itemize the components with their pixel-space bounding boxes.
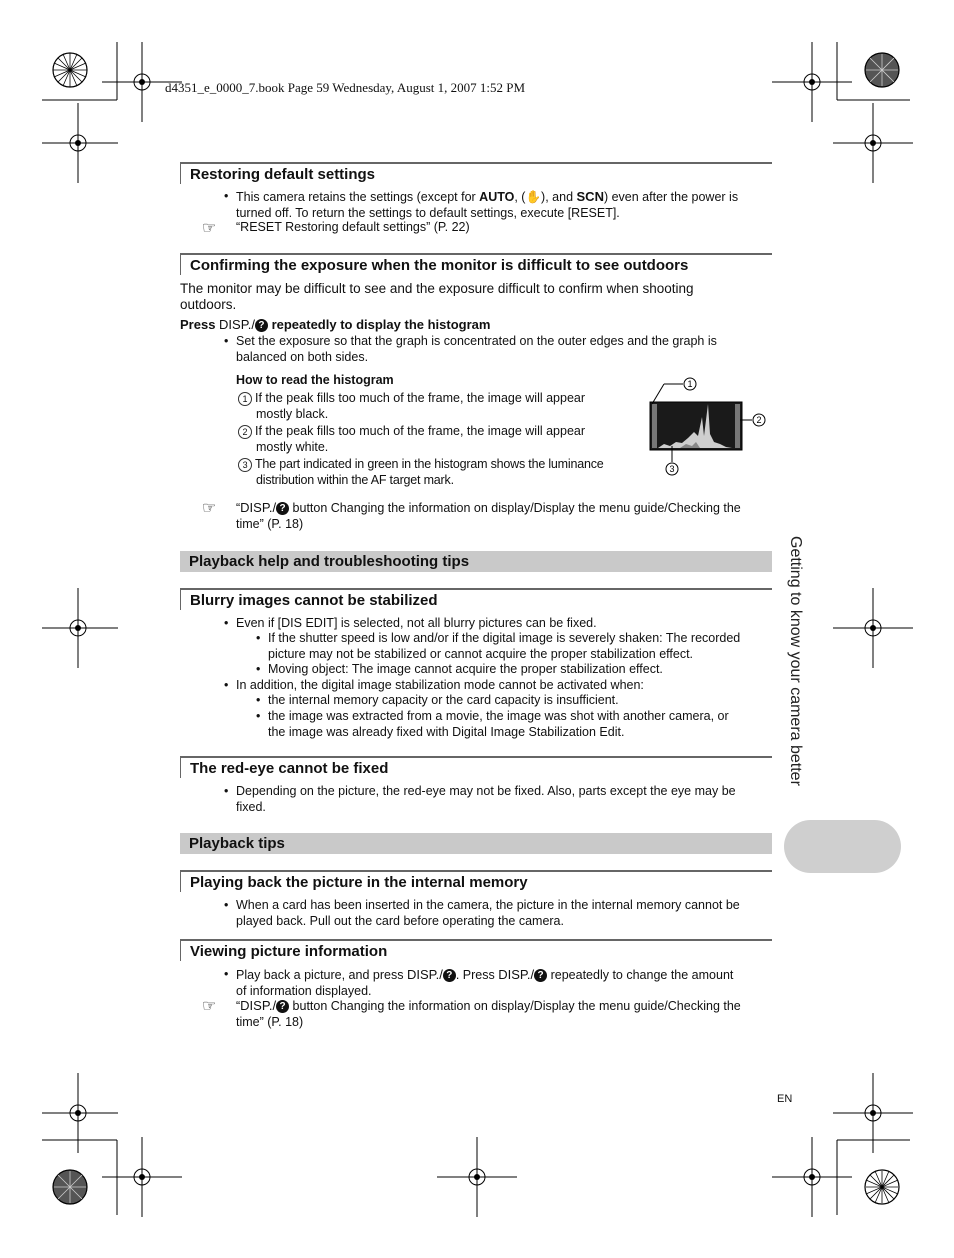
heading-confirming-exposure: Confirming the exposure when the monitor is difficult to see outdoors [180, 253, 772, 275]
s4-subbullet-1: • If the shutter speed is low and/or if the digital image is severely shaken: The recorded picture may not be stabilized or cannot acquire the proper stabilization effect. [268, 631, 778, 662]
reference-hand-icon: ☞ [202, 220, 217, 237]
help-icon: ? [534, 969, 547, 982]
s1-reference: “RESET Restoring default settings” (P. 22) [236, 220, 470, 234]
heading-blurry-images: Blurry images cannot be stabilized [180, 588, 772, 610]
histogram-howto-title: How to read the histogram [236, 373, 394, 387]
histogram-figure [640, 372, 770, 482]
help-icon: ? [443, 969, 456, 982]
scn-icon: SCN [576, 189, 604, 204]
s8-reference: “DISP./ ? button Changing the information on display/Display the menu guide/Checking the time” (P. 18) [236, 998, 741, 1029]
callout-3: 3 [669, 464, 675, 474]
s4-subbullet-2: • Moving object: The image cannot acquire the proper stabilization effect. [268, 662, 663, 678]
s1-bullet: • This camera retains the settings (except for AUTO, (✋), and SCN) even after the power is turned off. To return the settings to default settings, execute [RESET]. [236, 189, 776, 221]
histogram-item-3: 3 The part indicated in green in the histogram shows the luminance distribution within the AF target mark. [238, 457, 638, 488]
heading-internal-memory: Playing back the picture in the internal memory [180, 870, 772, 892]
heading-picture-information: Viewing picture information [180, 939, 772, 961]
heading-playback-tips: Playback tips [180, 833, 772, 854]
s4-bullet-1: • Even if [DIS EDIT] is selected, not all blurry pictures can be fixed. [236, 616, 597, 632]
callout-1: 1 [687, 379, 693, 389]
s4-bullet-2: • In addition, the digital image stabilization mode cannot be activated when: [236, 678, 644, 694]
s2-intro: The monitor may be difficult to see and the exposure difficult to confirm when shooting outdoors. [180, 281, 694, 312]
reference-hand-icon: ☞ [202, 998, 217, 1015]
chapter-tab [784, 820, 901, 873]
chapter-side-label: Getting to know your camera better [787, 536, 804, 786]
help-icon: ? [276, 1000, 289, 1013]
language-label: EN [777, 1093, 793, 1105]
stabilizer-icon: ✋ [525, 190, 542, 204]
help-icon: ? [255, 319, 268, 332]
heading-restoring-defaults: Restoring default settings [180, 162, 772, 184]
book-header: d4351_e_0000_7.book Page 59 Wednesday, August 1, 2007 1:52 PM [165, 80, 526, 95]
reference-hand-icon: ☞ [202, 500, 217, 517]
heading-playback-help: Playback help and troubleshooting tips [180, 551, 772, 572]
histogram-item-1: 1 If the peak fills too much of the frame, the image will appear mostly black. [238, 391, 638, 422]
callout-2: 2 [756, 415, 762, 425]
s7-bullet: • When a card has been inserted in the camera, the picture in the internal memory cannot be played back. Pull out the card before operating the camera. [236, 898, 776, 929]
s5-bullet: • Depending on the picture, the red-eye may not be fixed. Also, parts except the eye may be fixed. [236, 784, 776, 815]
s2-reference: “DISP./ ? button Changing the information on display/Display the menu guide/Checking the time” (P. 18) [236, 500, 741, 531]
s4-subbullet-4: • the image was extracted from a movie, the image was shot with another camera, or the image was already fixed with Digital Image Stabilization Edit. [268, 709, 778, 740]
help-icon: ? [276, 502, 289, 515]
s2-bullet: • Set the exposure so that the graph is concentrated on the outer edges and the graph is balanced on both sides. [236, 334, 776, 365]
heading-red-eye: The red-eye cannot be fixed [180, 756, 772, 778]
s2-press-instruction: Press DISP./ ? repeatedly to display the histogram [180, 317, 491, 332]
s4-subbullet-3: • the internal memory capacity or the card capacity is insufficient. [268, 693, 619, 709]
s8-bullet: • Play back a picture, and press DISP./ ? . Press DISP./ ? repeatedly to change the amount of information displayed. [236, 967, 776, 999]
histogram-item-2: 2 If the peak fills too much of the frame, the image will appear mostly white. [238, 424, 638, 455]
